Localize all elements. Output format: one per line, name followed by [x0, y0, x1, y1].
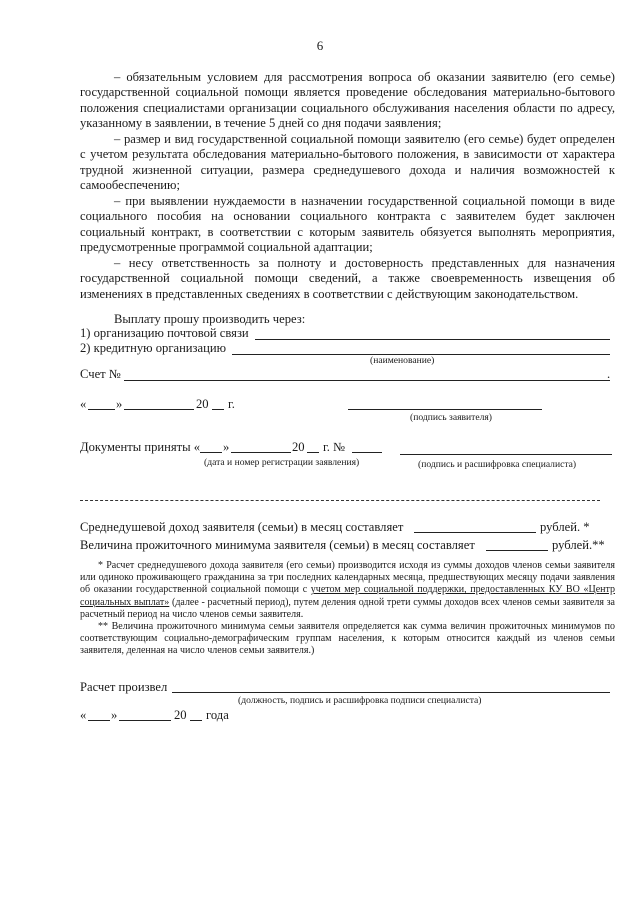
calc-month-field[interactable] [119, 720, 171, 721]
document-page: 6 – обязательным условием для рассмотрения вопроса об оказании заявителю (его семье) государственной социальной помощи является проведение обследования материально-бытового положения специалистами организации социального обслуживания населения области по адресу, указанному в заявлении, в течение 5 дней со дня подачи заявления; – размер и вид государственной социальной помощи заявителю (его семье) будет определен с учетом результата обследования материально-бытового положения, в зависимости от характера трудной жизненной ситуации, размера среднедушевого дохода и наличия возможностей к самообеспечению; – при выявлении нуждаемости в назначении государственной социальной помощи в виде социального пособия на основании социального контракта с заявителем будет заключен социальный контракт, в соответствии с которым заявитель обязуется выполнять мероприятия, предусмотренные программой социальной адаптации; – несу ответственность за полноту и достоверность представленных для назначения государственной социальной помощи сведений, а также своевременность извещения об изменениях в представленных сведениях в соответствии с действующим законодательством. Выплату прошу производить через: 1) организацию почтовой связи 2) кредитную организацию (наименование) Счет № . « » 20 г. (подпись заявителя) Документы приняты « » 20 г. № (дата и номер регистрации заявления) (подпись и расшифровка специалиста) Среднедушевой доход заявителя (семьи) в месяц составляет рублей. * Величина прожиточного минимума заявителя (семьи) в месяц составляет рублей.** * Расчет среднедушевого дохода заявителя (его семьи) производится исходя из суммы доходов членов семьи заявителя или одиноко проживающего гражданина за три последних календарных месяца, предшествующих месяцу подачи заявления об оказании государственной социальной помощи с учетом мер социальной поддержки, предоставленных КУ ВО «Центр социальных выплат» (далее - расчетный период), путем деления одной трети суммы доходов всех членов семьи заявителя за расчетный период на число членов семьи заявителя. ** Величина прожиточного минимума семьи заявителя определяется как сумма величин прожиточных минимумов по соответствующим социально-демографическим группам населения, к которым относится каждый из членов семьи заявителя, деленная на число членов семьи заявителя.) Расчет произвел (должность, подпись и расшифровка подписи специалиста) « » 20 года [0, 0, 640, 905]
applicant-date-suffix: г. [228, 397, 235, 411]
docs-day-field[interactable] [200, 452, 222, 453]
caption-registration: (дата и номер регистрации заявления) [204, 457, 360, 468]
calc-year-field[interactable] [190, 720, 202, 721]
payment-option-post: 1) организацию почтовой связи [80, 326, 249, 340]
paragraph-amount: – размер и вид государственной социальной помощи заявителю (его семье) будет определен с учетом результата обследования материально-бытового положения, в зависимости от характера трудной жизненной ситуации, размера среднедушевого дохода и наличия возможностей к самообеспечению; [80, 132, 615, 193]
subsistence-unit: рублей.** [552, 538, 605, 552]
caption-applicant-signature: (подпись заявителя) [410, 412, 493, 423]
avg-income-unit: рублей. * [540, 520, 590, 534]
footnote-income: * Расчет среднедушевого дохода заявителя (его семьи) производится исходя из суммы доходов членов семьи заявителя или одиноко проживающего гражданина за три последних календарных месяца, предшествующих месяцу подачи заявления об оказании государственной социальной помощи с учетом мер социальной поддержки, предоставленных КУ ВО «Центр социальных выплат» (далее - расчетный период), путем деления одной трети суммы доходов всех членов семьи заявителя за расчетный период на число членов семьи заявителя. [80, 560, 615, 620]
docs-date-year: 20 [292, 440, 305, 454]
calc-date-open: « [80, 708, 87, 722]
applicant-month-field[interactable] [124, 409, 194, 410]
avg-income-label: Среднедушевой доход заявителя (семьи) в месяц составляет [80, 520, 404, 534]
paragraph-contract: – при выявлении нуждаемости в назначении государственной социальной помощи в виде социального пособия на основании социального контракта с заявителем будет заключен социальный контракт, в соответствии с которым заявитель обязуется выполнять мероприятия, предусмотренные программой социальной адаптации; [80, 194, 615, 255]
post-org-field[interactable] [255, 339, 610, 340]
applicant-signature-field[interactable] [348, 409, 542, 410]
docs-year-field[interactable] [307, 452, 319, 453]
payment-option-bank: 2) кредитную организацию [80, 341, 227, 355]
calc-date-suffix: года [206, 708, 229, 722]
paragraph-responsibility: – несу ответственность за полноту и достоверность представленных для назначения государственной социальной помощи сведений, а также своевременность извещения об изменениях в представленных сведениях в соответствии с действующим законодательством. [80, 256, 615, 301]
calc-day-field[interactable] [88, 720, 110, 721]
account-label: Счет № [80, 367, 121, 381]
applicant-year-field[interactable] [212, 409, 224, 410]
calc-made-by-label: Расчет произвел [80, 680, 168, 694]
footnote-subsistence: ** Величина прожиточного минимума семьи заявителя определяется как сумма величин прожиточных минимумов по соответствующим социально-демографическим группам населения, к которым относится каждый из членов семьи заявителя, деленная на число членов семьи заявителя.) [80, 621, 615, 657]
cut-line [80, 500, 600, 501]
applicant-date-year: 20 [196, 397, 209, 411]
applicant-date-open: « [80, 397, 87, 411]
avg-income-field[interactable] [414, 532, 536, 533]
applicant-date-mid: » [116, 397, 123, 411]
footnote-underlined: учетом мер социальной поддержки, предоставленных КУ ВО «Центр социальных выплат» [80, 584, 615, 608]
docs-number-label: г. № [323, 440, 346, 454]
docs-accepted-label: Документы приняты « [80, 440, 201, 454]
applicant-day-field[interactable] [88, 409, 115, 410]
caption-name: (наименование) [370, 355, 435, 366]
calc-date-year: 20 [174, 708, 187, 722]
account-field[interactable] [124, 380, 610, 381]
docs-date-mid: » [223, 440, 230, 454]
subsistence-field[interactable] [486, 550, 548, 551]
specialist-signature-field[interactable] [400, 454, 612, 455]
subsistence-label: Величина прожиточного минимума заявителя (семьи) в месяц составляет [80, 538, 475, 552]
docs-month-field[interactable] [231, 452, 291, 453]
paragraph-inspection: – обязательным условием для рассмотрения вопроса об оказании заявителю (его семье) государственной социальной помощи является проведение обследования материально-бытового положения специалистами организации социального обслуживания населения области по адресу, указанному в заявлении, в течение 5 дней со дня подачи заявления; [80, 70, 615, 131]
page-number: 6 [316, 38, 324, 53]
caption-specialist: (подпись и расшифровка специалиста) [418, 459, 577, 470]
docs-number-field[interactable] [352, 452, 382, 453]
calc-date-mid: » [111, 708, 118, 722]
payment-heading: Выплату прошу производить через: [114, 312, 306, 326]
calc-specialist-field[interactable] [172, 692, 610, 693]
caption-calc-specialist: (должность, подпись и расшифровка подписи специалиста) [238, 695, 482, 706]
